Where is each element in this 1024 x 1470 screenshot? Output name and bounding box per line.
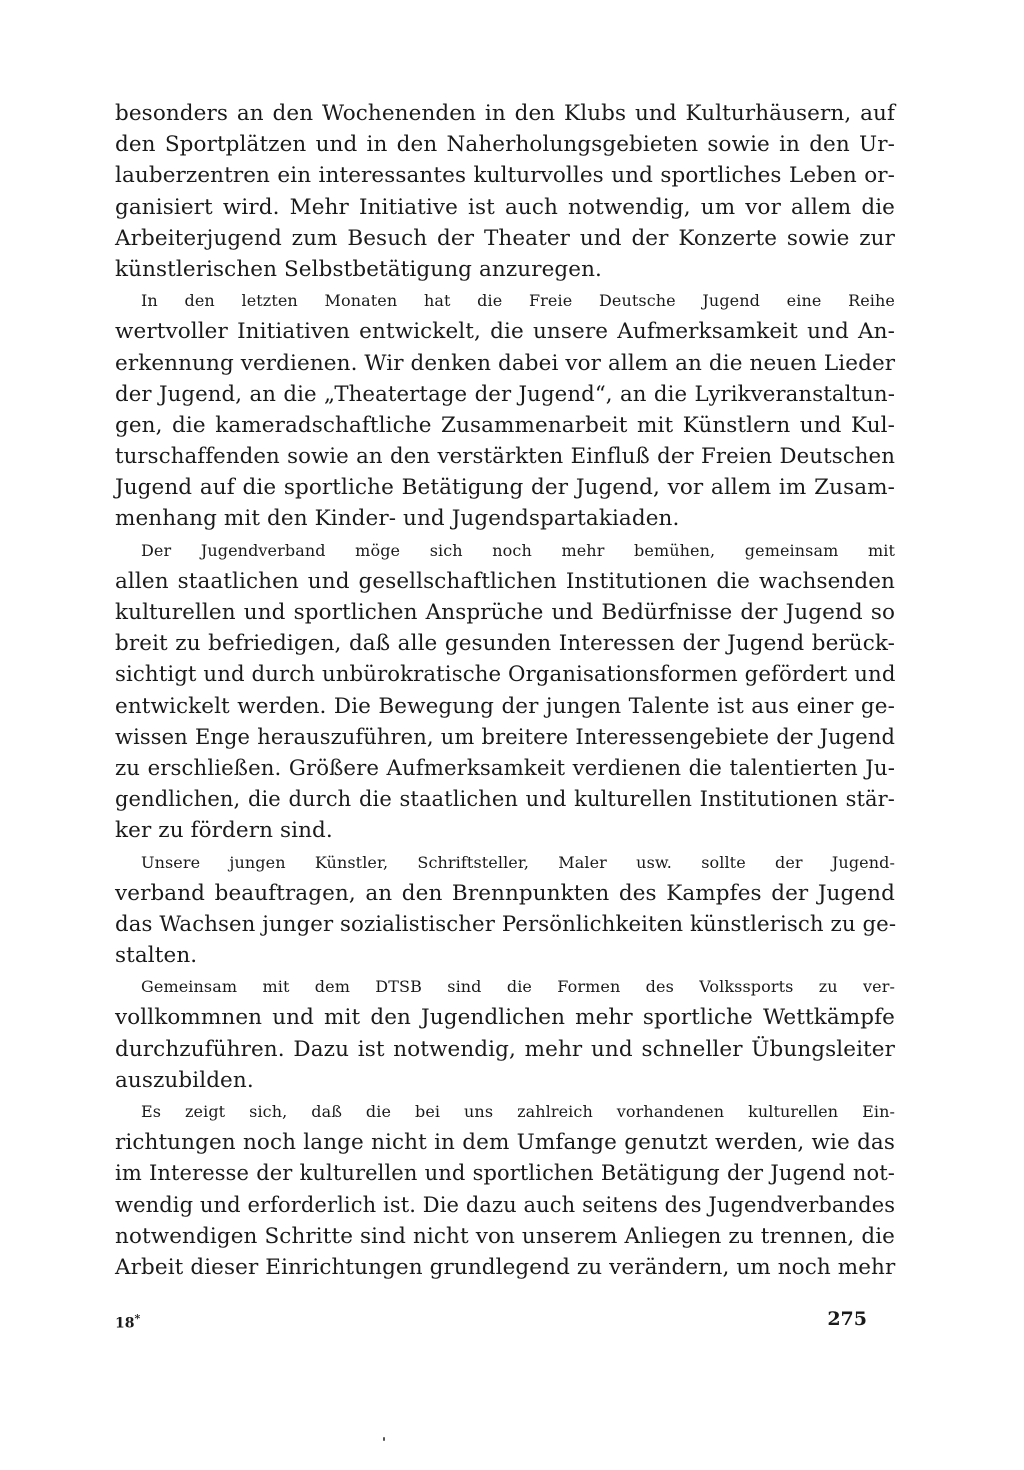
text-line: erkennung verdienen. Wir denken dabei vor allem an die neuen Lieder bbox=[115, 350, 896, 376]
text-line: wendig und erforderlich ist. Die dazu auch seitens des Jugendverbandes bbox=[115, 1192, 896, 1217]
text-line: wertvoller Initiativen entwickelt, die unsere Aufmerksamkeit und An- bbox=[115, 319, 895, 345]
text-line: Arbeit dieser Einrichtungen grundlegend zu verändern, um noch mehr bbox=[115, 1254, 896, 1280]
text-line: wissen Enge herauszuführen, um breitere Interessengebiete der Jugend bbox=[115, 724, 895, 749]
text-line: das Wachsen junger sozialistischer Persönlichkeiten künstlerisch zu ge- bbox=[115, 911, 897, 937]
text-line: künstlerischen Selbstbetätigung anzuregen. bbox=[115, 256, 602, 282]
text-line: Der Jugendverband möge sich noch mehr bemühen, gemeinsam mit bbox=[141, 540, 895, 560]
text-line: Es zeigt sich, daß die bei uns zahlreich vorhandenen kulturellen Ein- bbox=[141, 1102, 895, 1121]
page-number: 275 bbox=[827, 1308, 867, 1330]
signature-asterisk: * bbox=[134, 1312, 141, 1325]
text-line: richtungen noch lange nicht in dem Umfange genutzt werden, wie das bbox=[115, 1130, 895, 1156]
text-line: besonders an den Wochenenden in den Klubs und Kulturhäusern, auf bbox=[115, 101, 895, 126]
text-line: Arbeiterjugend zum Besuch der Theater und der Konzerte sowie zur bbox=[115, 225, 895, 251]
text-line: gendlichen, die durch die staatlichen und kulturellen Institutionen stär- bbox=[115, 787, 895, 812]
text-line: Jugend auf die sportliche Betätigung der Jugend, vor allem im Zusam- bbox=[115, 475, 895, 501]
text-line: im Interesse der kulturellen und sportlichen Betätigung der Jugend not- bbox=[115, 1161, 895, 1186]
text-line: den Sportplätzen und in den Naherholungsgebieten sowie in den Ur- bbox=[115, 132, 895, 158]
text-line: Unsere jungen Künstler, Schriftsteller, Maler usw. sollte der Jugend- bbox=[141, 852, 895, 872]
text-line: durchzuführen. Dazu ist notwendig, mehr und schneller Übungsleiter bbox=[115, 1036, 895, 1062]
scan-speck bbox=[383, 1437, 385, 1441]
text-line: lauberzentren ein interessantes kulturvolles und sportliches Leben or- bbox=[115, 163, 895, 189]
text-line: kulturellen und sportlichen Ansprüche und Bedürfnisse der Jugend so bbox=[115, 600, 895, 625]
text-line: breit zu befriedigen, daß alle gesunden Interessen der Jugend berück- bbox=[115, 631, 895, 657]
text-line: menhang mit den Kinder- und Jugendspartakiaden. bbox=[115, 506, 680, 532]
text-line: ganisiert wird. Mehr Initiative ist auch notwendig, um vor allem die bbox=[115, 194, 895, 220]
text-line: In den letzten Monaten hat die Freie Deutsche Jugend eine Reihe bbox=[141, 291, 895, 311]
text-line: auszubilden. bbox=[115, 1067, 254, 1093]
text-line: Gemeinsam mit dem DTSB sind die Formen des Volkssports zu ver- bbox=[141, 977, 895, 997]
text-line: gen, die kameradschaftliche Zusammenarbeit mit Künstlern und Kul- bbox=[115, 412, 895, 438]
text-line: sichtigt und durch unbürokratische Organisationsformen gefördert und bbox=[115, 662, 896, 688]
text-line: entwickelt werden. Die Bewegung der jungen Talente ist aus einer ge- bbox=[115, 693, 895, 719]
text-line: ker zu fördern sind. bbox=[115, 818, 333, 844]
text-line: allen staatlichen und gesellschaftlichen Institutionen die wachsenden bbox=[115, 568, 895, 594]
page-footer bbox=[115, 1308, 867, 1338]
text-line: zu erschließen. Größere Aufmerksamkeit verdienen die talentierten Ju- bbox=[115, 755, 895, 781]
signature-mark: 18* bbox=[115, 1312, 141, 1332]
text-line: der Jugend, an die „Theatertage der Jugend“, an die Lyrikveranstaltun- bbox=[115, 381, 895, 407]
text-line: vollkommnen und mit den Jugendlichen mehr sportliche Wettkämpfe bbox=[115, 1005, 895, 1031]
text-line: turschaffenden sowie an den verstärkten Einfluß der Freien Deutschen bbox=[115, 444, 895, 470]
text-line: verband beauftragen, an den Brennpunkten des Kampfes der Jugend bbox=[115, 880, 895, 906]
page-body-text bbox=[115, 98, 895, 1283]
text-line: stalten. bbox=[115, 943, 198, 969]
text-line: notwendigen Schritte sind nicht von unserem Anliegen zu trennen, die bbox=[115, 1223, 895, 1249]
